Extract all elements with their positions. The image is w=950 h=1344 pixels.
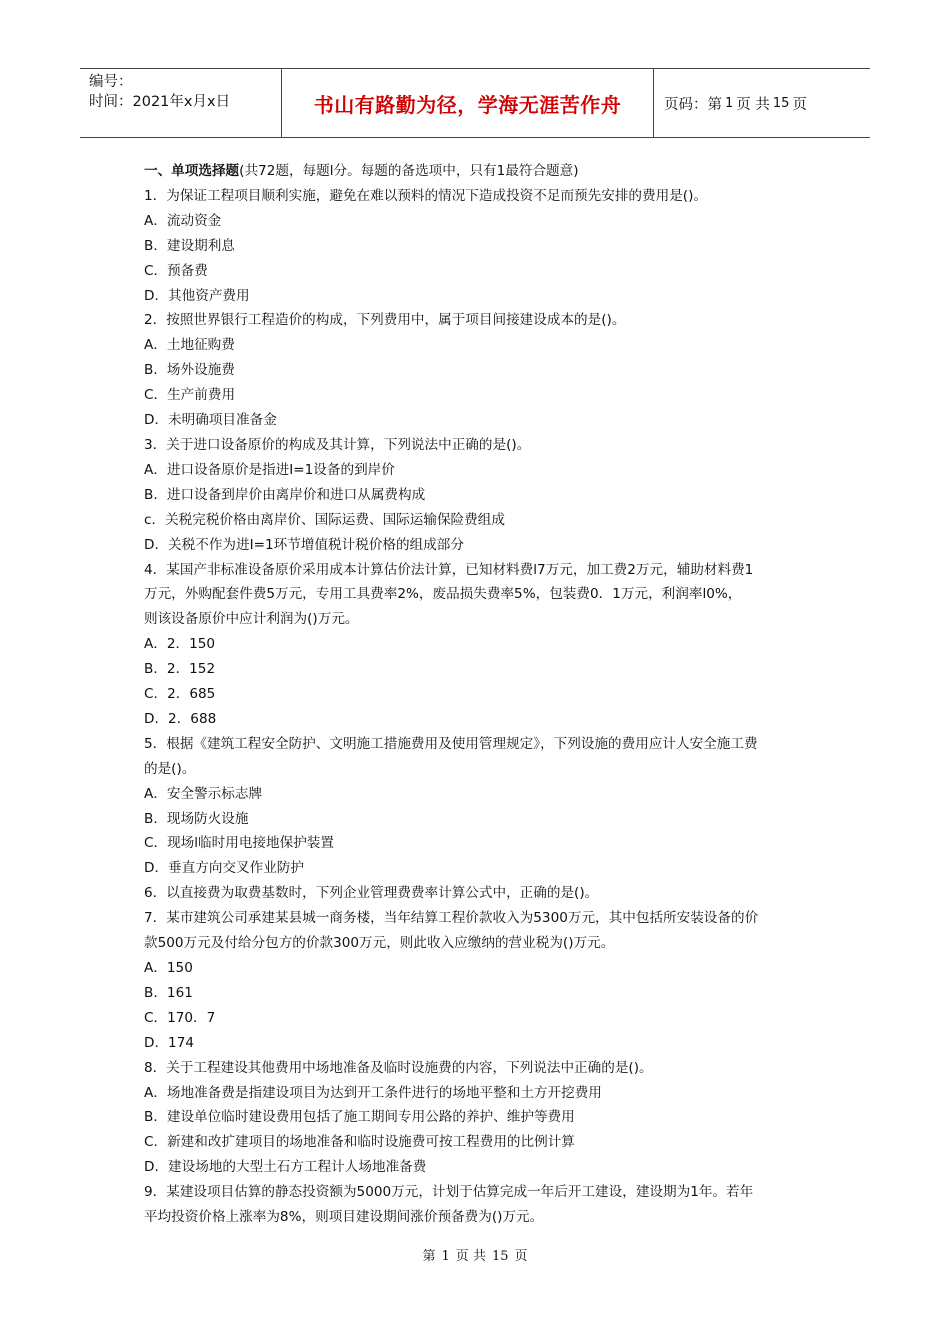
text-line: A．安全警示标志牌 <box>144 785 263 802</box>
text-line: 1．为保证工程项目顺利实施，避免在难以预料的情况下造成投资不足而预先安排的费用是()。 <box>144 187 708 204</box>
text-line: D．2．688 <box>144 710 217 727</box>
text-line: D．其他资产费用 <box>144 287 250 304</box>
text-line: B．场外设施费 <box>144 362 235 379</box>
section-heading <box>144 159 808 184</box>
document-header <box>80 68 870 138</box>
text-line: D．未明确项目准备金 <box>144 412 277 429</box>
text-line: C．新建和改扩建项目的场地准备和临时设施费可按工程费用的比例计算 <box>144 1134 575 1151</box>
document-body <box>144 159 808 1230</box>
text-line: B．2．152 <box>144 661 216 678</box>
text-line: 万元，外购配套件费5万元，专用工具费率2%，废品损失费率5%，包装费0．1万元，利润率l0%， <box>144 586 742 603</box>
page-total: 15 <box>772 95 790 111</box>
page-prefix: 页码：第 <box>664 96 722 113</box>
text-line: D．174 <box>144 1034 195 1051</box>
text-line: C．170．7 <box>144 1009 216 1026</box>
page-current: 1 <box>725 95 734 111</box>
text-line: 5．根据《建筑工程安全防护、文明施工措施费用及使用管理规定》，下列设施的费用应计人安全施工费 <box>144 735 758 752</box>
header-motto: 书山有路勤为径，学海无涯苦作舟 <box>282 69 654 137</box>
page-middle: 页 共 <box>736 96 770 113</box>
text-line: B．建设期利息 <box>144 237 235 254</box>
text-line: D．垂直方向交叉作业防护 <box>144 860 304 877</box>
text-line: B．建设单位临时建设费用包括了施工期间专用公路的养护、维护等费用 <box>144 1109 575 1126</box>
footer-suffix: 页 <box>514 1249 528 1264</box>
text-line: 的是()。 <box>144 760 196 777</box>
section-title: 一、单项选择题 <box>144 163 240 179</box>
text-line: C．现场l临时用电接地保护装置 <box>144 835 334 852</box>
text-line: A．场地准备费是指建设项目为达到开工条件进行的场地平整和土方开挖费用 <box>144 1084 602 1101</box>
text-line: B．进口设备到岸价由离岸价和进口从属费构成 <box>144 486 426 503</box>
header-page-info <box>654 69 870 137</box>
text-line: D．关税不作为进I=1环节增值税计税价格的组成部分 <box>144 536 464 553</box>
text-line: B．现场防火设施 <box>144 810 249 827</box>
text-line: C．生产前费用 <box>144 387 236 404</box>
text-line: 款500万元及付给分包方的价款300万元，则此收入应缴纳的营业税为()万元。 <box>144 935 615 952</box>
text-line: 平均投资价格上涨率为8%，则项目建设期间涨价预备费为()万元。 <box>144 1209 544 1226</box>
page-suffix: 页 <box>792 96 807 113</box>
section-note: (共72题，每题l分。每题的备选项中，只有1最符合题意) <box>239 163 579 179</box>
text-line: 则该设备原价中应计利润为()万元。 <box>144 611 359 628</box>
footer-total: 15 <box>491 1249 509 1264</box>
text-line: D．建设场地的大型土石方工程计人场地准备费 <box>144 1159 427 1176</box>
document-date: 时间：2021年x月x日 <box>89 94 231 110</box>
text-line: 7．某市建筑公司承建某县城一商务楼，当年结算工程价款收入为5300万元，其中包括所安装设备的价 <box>144 910 759 927</box>
text-line: 8．关于工程建设其他费用中场地准备及临时设施费的内容，下列说法中正确的是()。 <box>144 1059 653 1076</box>
text-line: C．预备费 <box>144 262 208 279</box>
text-line: 3．关于进口设备原价的构成及其计算，下列说法中正确的是()。 <box>144 436 531 453</box>
text-line: A．150 <box>144 960 193 976</box>
text-line: 6．以直接费为取费基数时，下列企业管理费费率计算公式中，正确的是()。 <box>144 885 599 902</box>
text-line: B．161 <box>144 984 193 1001</box>
text-line: A．流动资金 <box>144 212 222 229</box>
text-line: 4．某国产非标准设备原价采用成本计算估价法计算，已知材料费l7万元，加工费2万元，辅助材料费1 <box>144 561 754 578</box>
page-footer <box>0 1245 950 1264</box>
header-meta <box>80 69 282 137</box>
text-line: 2．按照世界银行工程造价的构成，下列费用中，属于项目间接建设成本的是()。 <box>144 312 626 329</box>
question-list <box>144 184 808 1230</box>
text-line: 9．某建设项目估算的静态投资额为5000万元，计划于估算完成一年后开工建设，建设期为1年。若年 <box>144 1184 754 1201</box>
footer-current: 1 <box>441 1249 450 1264</box>
text-line: A．2．150 <box>144 636 216 653</box>
text-line: A．土地征购费 <box>144 337 235 354</box>
footer-prefix: 第 <box>422 1249 436 1264</box>
text-line: c．关税完税价格由离岸价、国际运费、国际运输保险费组成 <box>144 511 505 528</box>
text-line: C．2．685 <box>144 686 216 703</box>
document-number-label: 编号： <box>89 74 133 90</box>
text-line: A．进口设备原价是指进I=1设备的到岸价 <box>144 461 395 478</box>
footer-middle: 页 共 <box>455 1249 486 1264</box>
